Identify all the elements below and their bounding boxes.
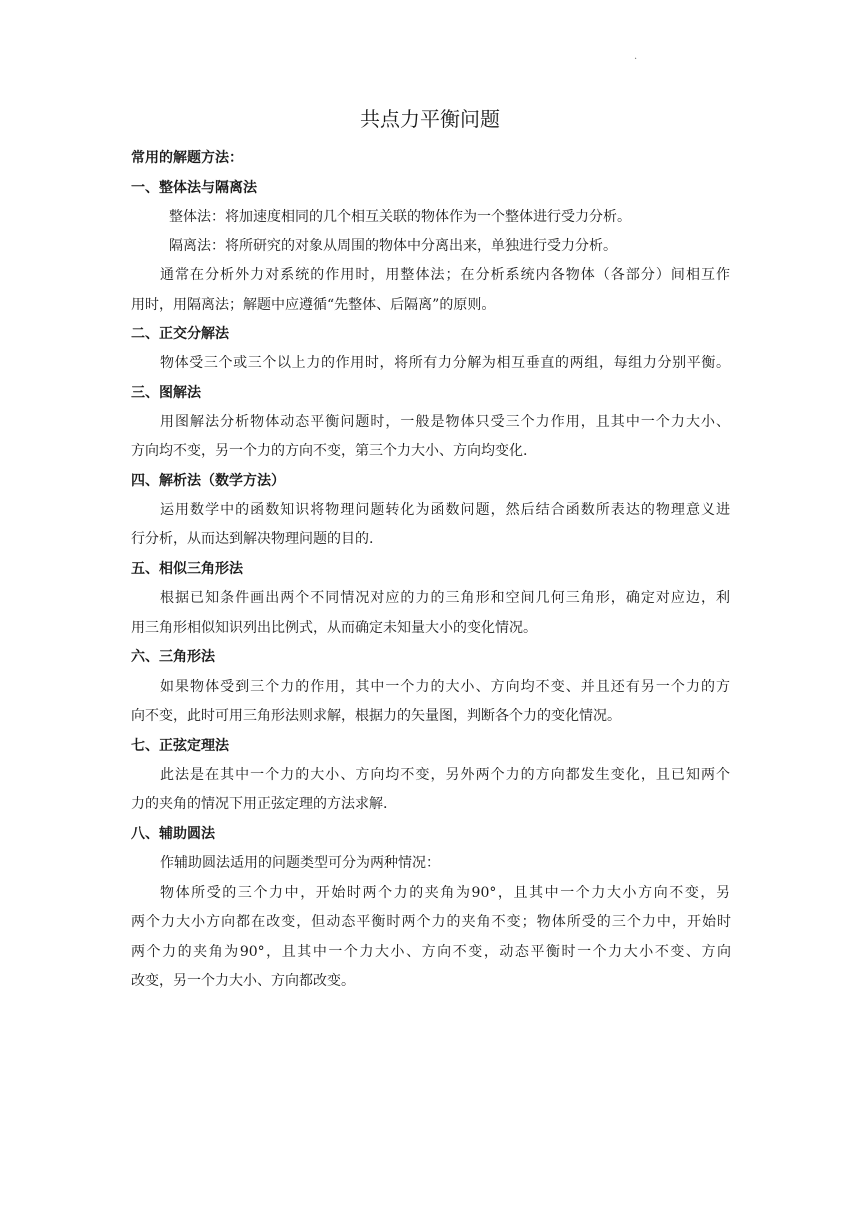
intro-label: 常用的解题方法： <box>131 150 243 166</box>
section-heading-7: 七、正弦定理法 <box>131 738 229 754</box>
paragraph-line: 隔离法：将所研究的对象从周围的物体中分离出来，单独进行受力分析。 <box>169 238 617 254</box>
paragraph-line: 向不变，此时可用三角形法则求解，根据力的矢量图，判断各个力的变化情况。 <box>131 708 621 724</box>
paragraph-line: 根据已知条件画出两个不同情况对应的力的三角形和空间几何三角形，确定对应边，利 <box>160 590 730 606</box>
section-heading-1: 一、整体法与隔离法 <box>131 180 257 196</box>
paragraph-line: 物体所受的三个力中，开始时两个力的夹角为90°，且其中一个力大小方向不变，另 <box>160 885 730 901</box>
section-heading-8: 八、辅助圆法 <box>131 826 215 842</box>
paragraph-line: 用时，用隔离法；解题中应遵循“先整体、后隔离”的原则。 <box>131 297 496 313</box>
paragraph-line: 作辅助圆法适用的问题类型可分为两种情况： <box>160 855 440 871</box>
paragraph-line: 如果物体受到三个力的作用，其中一个力的大小、方向均不变、并且还有另一个力的方 <box>160 679 730 695</box>
paragraph-line: 用三角形相似知识列出比例式，从而确定未知量大小的变化情况。 <box>131 620 537 636</box>
header-mark: . <box>634 51 638 62</box>
section-heading-4: 四、解析法（数学方法） <box>131 473 285 489</box>
paragraph-line: 用图解法分析物体动态平衡问题时，一般是物体只受三个力作用，且其中一个力大小、 <box>160 414 730 430</box>
paragraph-line: 运用数学中的函数知识将物理问题转化为函数问题，然后结合函数所表达的物理意义进 <box>160 502 730 518</box>
page-title: 共点力平衡问题 <box>360 107 500 131</box>
paragraph-line: 物体受三个或三个以上力的作用时，将所有力分解为相互垂直的两组，每组力分别平衡。 <box>160 355 730 371</box>
section-heading-5: 五、相似三角形法 <box>131 561 243 577</box>
paragraph-line: 两个力的夹角为90°，且其中一个力大小、方向不变，动态平衡时一个力大小不变、方向 <box>131 944 731 960</box>
paragraph-line: 方向均不变，另一个力的方向不变，第三个力大小、方向均变化. <box>131 443 528 459</box>
paragraph-line: 整体法：将加速度相同的几个相互关联的物体作为一个整体进行受力分析。 <box>169 209 631 225</box>
paragraph-line: 通常在分析外力对系统的作用时，用整体法；在分析系统内各物体（各部分）间相互作 <box>160 267 730 283</box>
paragraph-line: 此法是在其中一个力的大小、方向均不变，另外两个力的方向都发生变化，且已知两个 <box>160 767 730 783</box>
paragraph-line: 行分析，从而达到解决物理问题的目的. <box>131 531 374 547</box>
paragraph-line: 两个力大小方向都在改变，但动态平衡时两个力的夹角不变；物体所受的三个力中，开始时 <box>131 914 731 930</box>
paragraph-line: 力的夹角的情况下用正弦定理的方法求解. <box>131 796 388 812</box>
paragraph-line: 改变，另一个力大小、方向都改变。 <box>131 973 355 989</box>
section-heading-3: 三、图解法 <box>131 385 201 401</box>
section-heading-6: 六、三角形法 <box>131 649 215 665</box>
section-heading-2: 二、正交分解法 <box>131 326 229 342</box>
